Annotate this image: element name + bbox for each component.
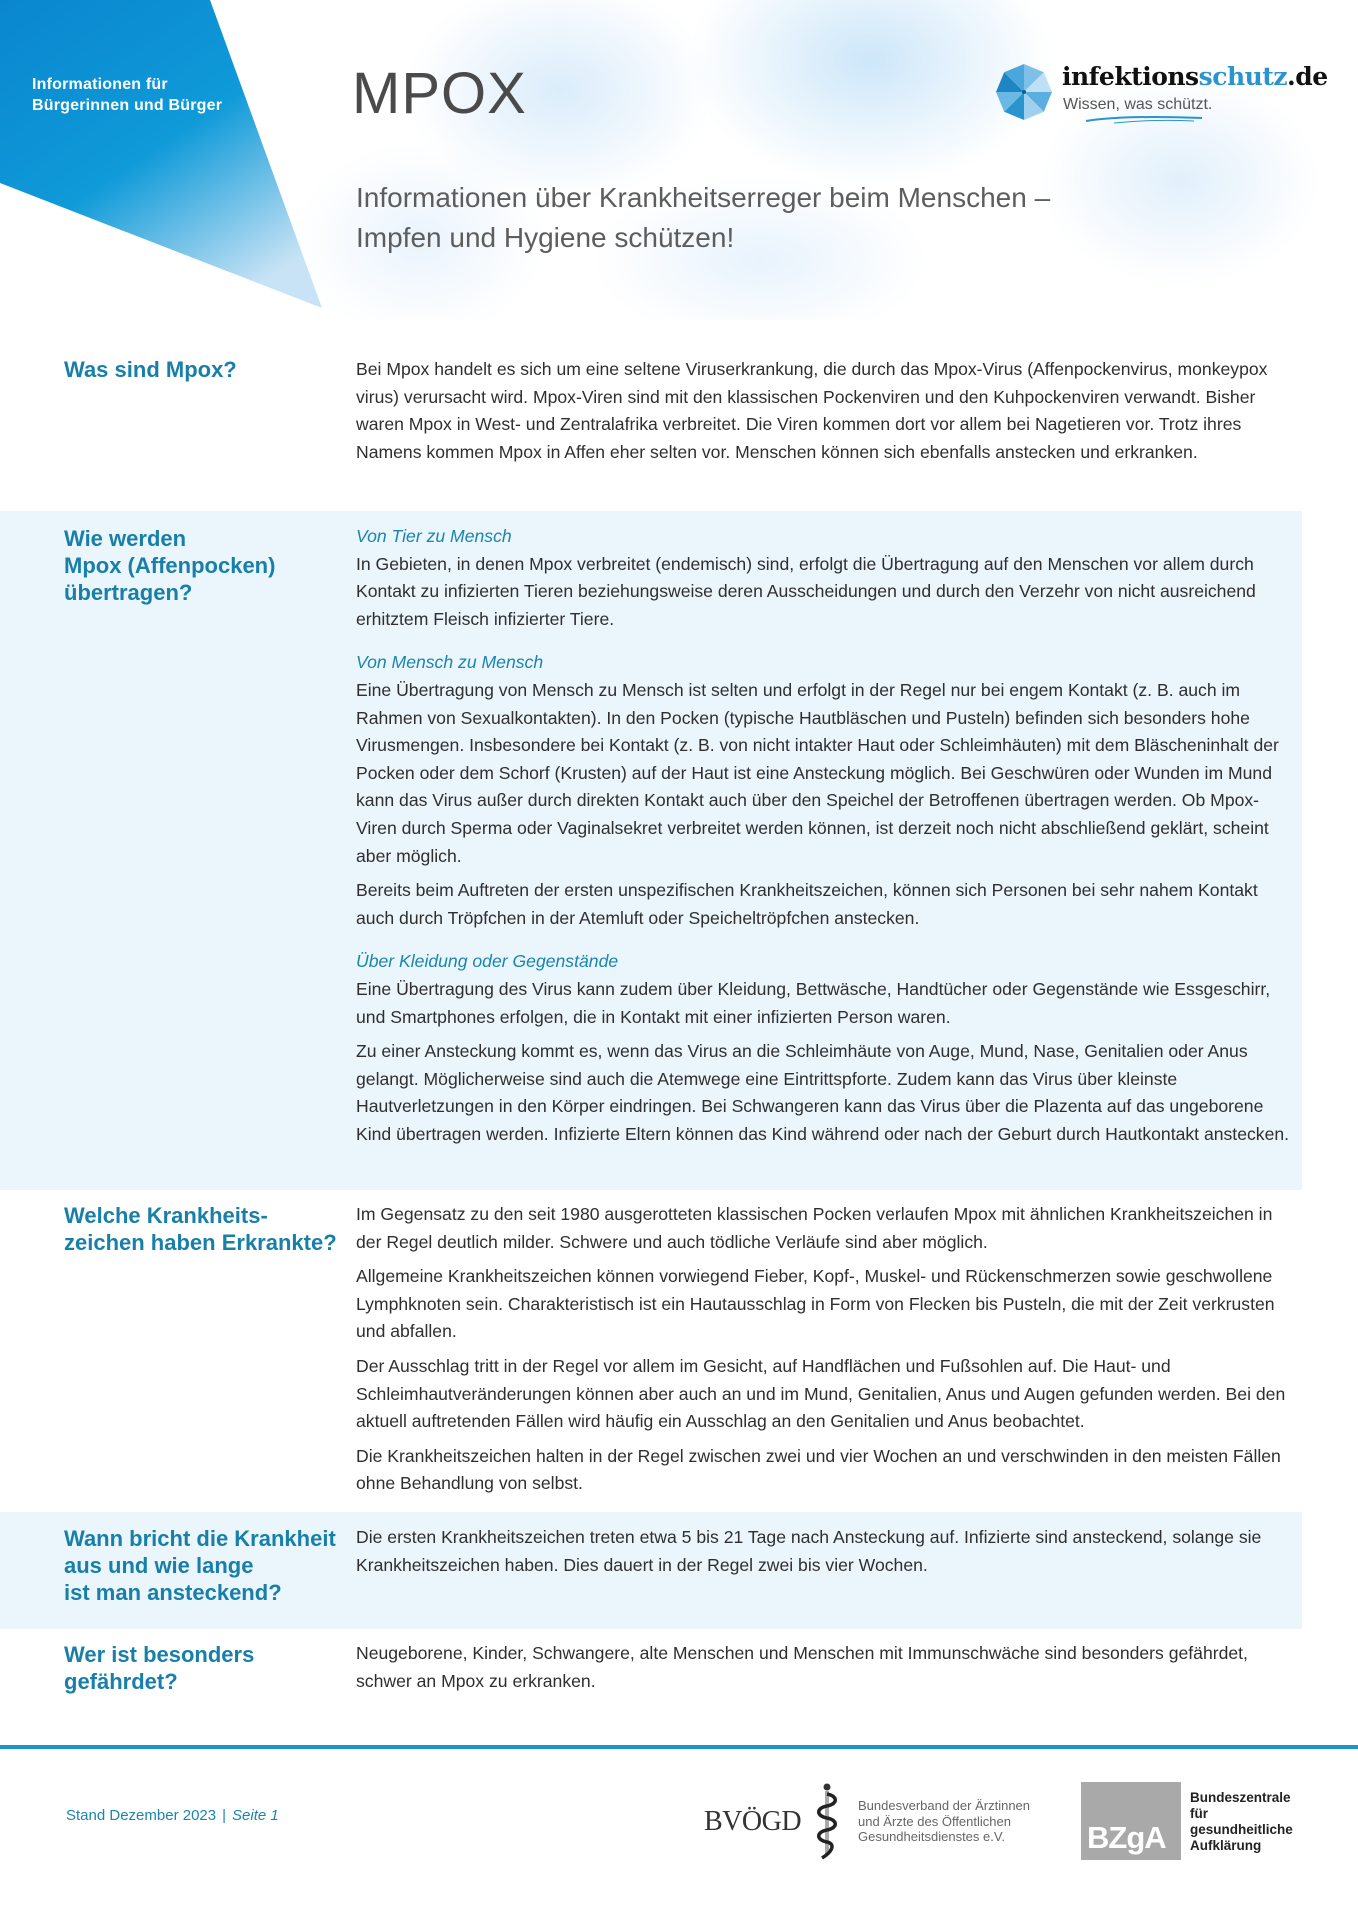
footer-page-number: Seite 1: [232, 1807, 279, 1824]
page-title: MPOX: [352, 61, 527, 126]
audience-label: Informationen für Bürgerinnen und Bürger: [32, 76, 223, 114]
bzga-fullname: Bundeszentrale für gesundheitliche Aufklärung: [1190, 1790, 1293, 1853]
logo-wordmark: infektionsschutz.de: [1062, 62, 1328, 91]
section-question: Wie werden Mpox (Affenpocken) übertragen?: [64, 526, 276, 605]
bvoegd-logo[interactable]: BVÖGD Bundesverband der Ärztinnen und Ärzte des Öffentlichen Gesundheitsdienstes e.V.: [704, 1782, 1064, 1862]
section-answer: Bei Mpox handelt es sich um eine seltene Viruserkrankung, die durch das Mpox-Virus (Affenpockenvirus, monkeypox virus) verursacht wird. Mpox-Viren sind mit den klassischen Pockenviren und den Kuhpockenviren verwandt. Bisher waren Mpox in West- und Zentralafrika verbreitet. Die Viren kommen dort vor allem bei Nagetieren vor. Trotz ihres Namens kommen Mpox in Affen eher selten vor. Menschen können sich ebenfalls anstecken und erkranken.: [356, 359, 1268, 462]
section-question: Was sind Mpox?: [64, 357, 237, 382]
section-answer: Neugeborene, Kinder, Schwangere, alte Menschen und Menschen mit Immunschwäche sind besonders gefährdet, schwer an Mpox zu erkranken.: [356, 1643, 1248, 1691]
footer-divider: [0, 1745, 1358, 1749]
section-risk-groups: [0, 1629, 1302, 1729]
page-subtitle: Informationen über Krankheitserreger beim Menschen – Impfen und Hygiene schützen!: [356, 182, 1051, 253]
bzga-logo[interactable]: BZgA: [1081, 1782, 1181, 1860]
umbrella-icon: [994, 62, 1054, 122]
logo-tagline: Wissen, was schützt.: [1063, 96, 1213, 113]
footer-date-page: Stand Dezember 2023 | Seite 1: [66, 1807, 279, 1824]
section-question: Wann bricht die Krankheit aus und wie lange ist man ansteckend?: [64, 1526, 336, 1605]
aesculapius-staff-icon: [814, 1782, 844, 1862]
footer-date: Stand Dezember 2023: [66, 1807, 217, 1824]
section-question: Wer ist besonders gefährdet?: [64, 1642, 255, 1694]
section-question: Welche Krankheits- zeichen haben Erkrankte?: [64, 1203, 337, 1255]
section-answer: Von Tier zu Mensch In Gebieten, in denen Mpox verbreitet (endemisch) sind, erfolgt die Übertragung auf den Menschen vor allem durch Kontakt zu infizierten Tieren beziehungsweise deren Ausscheidungen und durch den Verzehr von nicht ausreichend erhitztem Fleisch infizierter Tiere. Von Mensch zu Mensch Eine Übertragung von Mensch zu Mensch ist selten und erfolgt in der Regel nur bei engem Kontakt (z. B. auch im Rahmen von Sexualkontakten). In den Pocken (typische Hautbläschen und Pusteln) befinden sich besonders hohe Virusmengen. Insbesondere bei Kontakt (z. B. von nicht intakter Haut oder Schleimhäuten) mit dem Bläscheninhalt der Pocken oder dem Schorf (Krusten) auf der Haut ist eine Ansteckung möglich. Bei Geschwüren oder Wunden im Mund kann das Virus außer durch direkten Kontakt auch über den Speichel der Betroffenen übertragen werden. Ob Mpox-Viren durch Sperma oder Vaginalsekret verbreitet werden können, ist derzeit noch nicht abschließend geklärt, scheint aber möglich. Bereits beim Auftreten der ersten unspezifischen Krankheitszeichen, können sich Personen bei sehr nahem Kontakt auch durch Tröpfchen in der Atemluft oder Speicheltröpfchen anstecken. Über Kleidung oder Gegenstände Eine Übertragung des Virus kann zudem über Kleidung, Bettwäsche, Handtücher oder Gegenstände wie Essgeschirr, und Smartphones erfolgen, die in Kontakt mit einer infizierten Person waren. Zu einer Ansteckung kommt es, wenn das Virus an die Schleimhäute von Auge, Mund, Nase, Genitalien oder Anus gelangt. Möglicherweise sind auch die Atemwege eine Eintrittspforte. Zudem kann das Virus über kleinste Hautverletzungen in den Körper eindringen. Bei Schwangeren kann das Virus über die Plazenta auf das ungeborene Kind übertragen werden. Infizierte Eltern können das Kind während oder nach der Geburt durch Hautkontakt anstecken.: [356, 523, 1292, 1155]
section-transmission: [0, 511, 1302, 1190]
section-answer: Die ersten Krankheitszeichen treten etwa 5 bis 21 Tage nach Ansteckung auf. Infizierte sind ansteckend, solange sie Krankheitszeichen haben. Dies dauert in der Regel zwei bis vier Wochen.: [356, 1527, 1262, 1575]
bvoegd-fullname: Bundesverband der Ärztinnen und Ärzte des Öffentlichen Gesundheitsdienstes e.V.: [858, 1798, 1031, 1844]
subheading-animal-to-human: Von Tier zu Mensch: [356, 526, 512, 546]
section-what-is-mpox: [0, 350, 1302, 511]
section-answer: Im Gegensatz zu den seit 1980 ausgerotteten klassischen Pocken verlaufen Mpox mit ähnlichen Krankheitszeichen in der Regel deutlich milder. Schwere und auch tödliche Verläufe sind aber möglich. Allgemeine Krankheitszeichen können vorwiegend Fieber, Kopf-, Muskel- und Rückenschmerzen sowie geschwollene Lymphknoten sein. Charakteristisch ist ein Hautausschlag in Form von Flecken bis Pusteln, die mit der Zeit verkrusten und abfallen. Der Ausschlag tritt in der Regel vor allem im Gesicht, auf Handflächen und Fußsohlen auf. Die Haut- und Schleimhautveränderungen können aber auch an und im Mund, Genitalien, Anus und Augen gefunden werden. Bei den aktuell auftretenden Fällen wird häufig ein Ausschlag an den Genitalien und Anus beobachtet. Die Krankheitszeichen halten in der Regel zwischen zwei und vier Wochen an und verschwinden in den meisten Fällen ohne Behandlung von selbst.: [356, 1204, 1286, 1494]
infektionsschutz-logo[interactable]: [994, 60, 1328, 130]
page-header: [0, 0, 1358, 320]
subheading-objects: Über Kleidung oder Gegenstände: [356, 951, 619, 972]
logo-swoosh: [1084, 114, 1204, 124]
subheading-human-to-human: Von Mensch zu Mensch: [356, 652, 544, 673]
section-symptoms: [0, 1190, 1302, 1512]
header-triangle-decoration: [0, 0, 330, 310]
section-incubation: [0, 1512, 1302, 1629]
